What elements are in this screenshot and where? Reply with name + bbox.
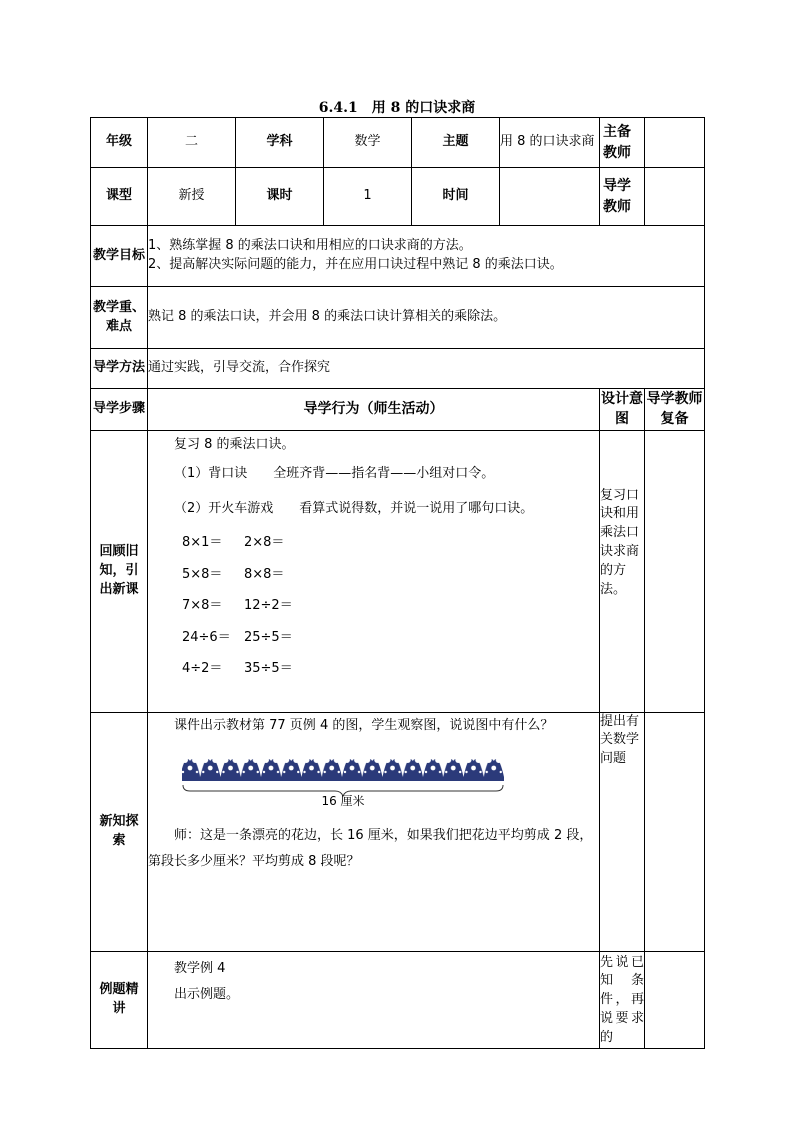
- review-section-content: [148, 430, 600, 712]
- goal-item: 2、提高解决实际问题的能力，并在应用口诀过程中熟记 8 的乘法口诀。: [148, 257, 563, 272]
- explore-text-1: 课件出示教材第 77 页例 4 的图，学生观察图，说说图中有什么？: [174, 717, 554, 733]
- example-line-2: 出示例题。: [174, 986, 240, 1002]
- equation: 2×8＝: [244, 535, 285, 551]
- equation: 8×8＝: [244, 566, 285, 582]
- review-section-row: [91, 430, 705, 712]
- review-teacher-notes: [645, 430, 705, 712]
- example-section-content: [148, 951, 600, 1048]
- activity-header: 导学行为（师生活动）: [148, 389, 600, 431]
- length-label: 16 厘米: [321, 793, 365, 807]
- method-text: 通过实践，引导交流，合作探究: [148, 349, 705, 389]
- design-header: 设计意图: [600, 389, 645, 431]
- time-label: 时间: [412, 168, 500, 226]
- review-item-2: （2）开火车游戏 看算式说得数，并说一说用了哪句口诀。: [174, 501, 534, 517]
- lesson-plan-table: [90, 117, 705, 1049]
- lesson-type-label: 课型: [91, 168, 148, 226]
- equation-row: [182, 654, 599, 686]
- method-row: [91, 349, 705, 389]
- grade-label: 年级: [91, 118, 148, 168]
- equation: 8×1＝: [182, 535, 223, 551]
- goals-content: [148, 226, 705, 287]
- goals-row: [91, 226, 705, 287]
- equation: 4÷2＝: [182, 661, 223, 677]
- review-item-1: （1）背口诀 全班齐背——指名背——小组对口令。: [174, 466, 495, 482]
- steps-header-row: [91, 389, 705, 431]
- lace-strip: [182, 753, 504, 783]
- header-row-1: [91, 118, 705, 168]
- explore-teacher-notes: [645, 712, 705, 951]
- example-line-1: 教学例 4: [174, 960, 226, 976]
- topic-label: 主题: [412, 118, 500, 168]
- explore-section-row: [91, 712, 705, 951]
- example-section-label: 例题精讲: [91, 951, 148, 1048]
- key-points-text: 熟记 8 的乘法口诀，并会用 8 的乘法口诀计算相关的乘除法。: [148, 287, 705, 349]
- explore-text-2: 师：这是一条漂亮的花边，长 16 厘米，如果我们把花边平均剪成 2 段，第段长多少厘米？平均剪成 8 段呢？: [148, 828, 593, 870]
- guide-teacher-label: 导学教师: [600, 168, 645, 226]
- period-value: 1: [324, 168, 412, 226]
- header-row-2: [91, 168, 705, 226]
- equation-row: [182, 623, 599, 655]
- steps-label: 导学步骤: [91, 389, 148, 431]
- key-points-row: [91, 287, 705, 349]
- main-teacher-value: [645, 118, 705, 168]
- equation: 24÷6＝: [182, 629, 231, 645]
- review-header: 导学教师复备: [645, 389, 705, 431]
- grade-value: 二: [148, 118, 236, 168]
- equation: 12÷2＝: [244, 598, 293, 614]
- main-teacher-label: 主备教师: [600, 118, 645, 168]
- equation-row: [182, 560, 599, 592]
- method-label: 导学方法: [91, 349, 148, 389]
- equation-row: [182, 528, 599, 560]
- key-points-label: 教学重、难点: [91, 287, 148, 349]
- period-label: 课时: [236, 168, 324, 226]
- equation: 35÷5＝: [244, 661, 293, 677]
- equation: 5×8＝: [182, 566, 223, 582]
- goals-label: 教学目标: [91, 226, 148, 287]
- page-title: 6.4.1 用 8 的口诀求商: [318, 100, 476, 116]
- explore-section-content: [148, 712, 600, 951]
- example-teacher-notes: [645, 951, 705, 1048]
- review-intro: 复习 8 的乘法口诀。: [174, 436, 295, 452]
- example-design: 先说已知条件，再说要求的: [600, 951, 645, 1048]
- topic-value: 用 8 的口诀求商: [500, 118, 600, 168]
- goal-item: 1、熟练掌握 8 的乘法口诀和用相应的口诀求商的方法。: [148, 238, 472, 254]
- lesson-type-value: 新授: [148, 168, 236, 226]
- equation: 25÷5＝: [244, 629, 293, 645]
- guide-teacher-value: [645, 168, 705, 226]
- example-section-row: [91, 951, 705, 1048]
- review-section-label: 回顾旧知，引出新课: [91, 430, 148, 712]
- subject-value: 数学: [324, 118, 412, 168]
- subject-label: 学科: [236, 118, 324, 168]
- explore-design: 提出有关数学问题: [600, 712, 645, 951]
- lace-border-illustration: [180, 751, 506, 807]
- review-design: 复习口诀和用乘法口诀求商的方法。: [600, 430, 645, 712]
- equation-row: [182, 591, 599, 623]
- explore-section-label: 新知探索: [91, 712, 148, 951]
- equation: 7×8＝: [182, 598, 223, 614]
- time-value: [500, 168, 600, 226]
- lace-border-figure: [180, 751, 506, 814]
